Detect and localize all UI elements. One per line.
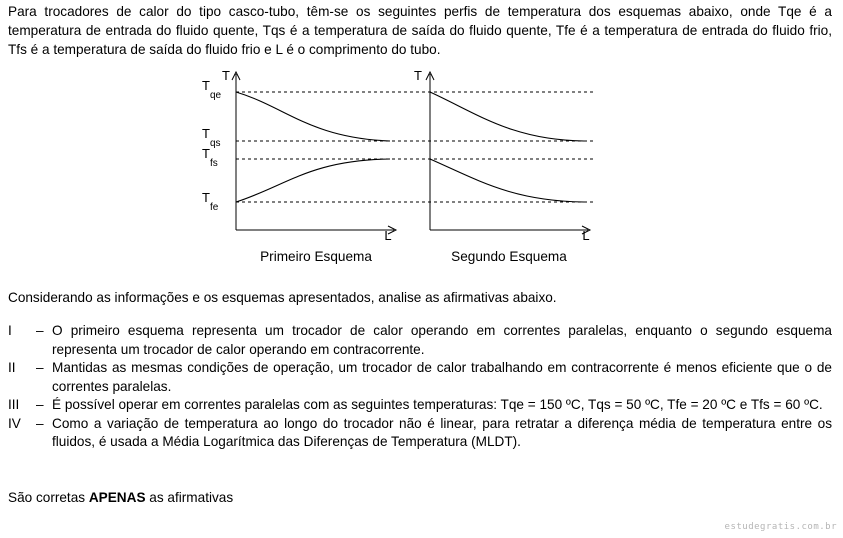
question-intro: Para trocadores de calor do tipo casco-tubo, têm-se os seguintes perfis de temperatura dos esquemas abaixo, onde Tqe é a temperatura de entrada do fluido quente, Tqs é a temperatura de saída do fluido quente, Tfe é a temperatura de entrada do fluido frio, Tfs é a temperatura de saída do fluido frio e L é o comprimento do tubo. bbox=[8, 4, 832, 57]
second-cold-curve bbox=[430, 159, 584, 202]
tfe-label bbox=[202, 190, 219, 213]
svg-text:qe: qe bbox=[210, 90, 222, 101]
t-axis-label-1: T bbox=[222, 68, 230, 83]
second-hot-curve bbox=[430, 92, 584, 141]
svg-text:T: T bbox=[202, 78, 210, 93]
svg-text:qs: qs bbox=[210, 138, 221, 149]
reference-lines bbox=[236, 92, 593, 202]
svg-text:T: T bbox=[202, 190, 210, 205]
first-hot-curve bbox=[236, 92, 390, 141]
statement-i: I – O primeiro esquema representa um trocador de calor operando em correntes paralelas, enquanto o segundo esquema representa um trocador de calor operando em contracorrente. bbox=[8, 323, 832, 357]
tqe-label bbox=[202, 78, 222, 101]
l-axis-label-1: L bbox=[384, 228, 392, 243]
statement-ii: II – Mantidas as mesmas condições de operação, um trocador de calor trabalhando em contracorrente é menos eficiente que o de correntes paralelas. bbox=[8, 360, 832, 394]
t-axis-label-2: T bbox=[414, 68, 422, 83]
first-cold-curve bbox=[236, 159, 390, 202]
svg-text:fs: fs bbox=[210, 158, 218, 169]
temperature-profile-figure bbox=[190, 62, 610, 272]
statement-iii: III – É possível operar em correntes paralelas com as seguintes temperaturas: Tqe = 150 ºC, Tqs = 50 ºC, Tfe = 20 ºC e Tfs = 60 ºC. bbox=[8, 397, 823, 412]
svg-text:fe: fe bbox=[210, 202, 219, 213]
caption-first-scheme: Primeiro Esquema bbox=[260, 249, 372, 264]
l-axis-label-2: L bbox=[582, 228, 590, 243]
statement-iv: IV – Como a variação de temperatura ao longo do trocador não é linear, para retratar a diferença média de temperatura entre os fluidos, é usada a Média Logarítmica das Diferenças de Temperatura (MLDT). bbox=[8, 415, 832, 449]
svg-text:T: T bbox=[202, 146, 210, 161]
site-watermark: estudegratis.com.br bbox=[724, 522, 837, 532]
answer-emphasis: APENAS bbox=[88, 490, 146, 505]
tfs-label bbox=[202, 146, 218, 169]
second-scheme-axes bbox=[426, 72, 590, 234]
answer-prompt: São corretas APENAS as afirmativas bbox=[8, 490, 234, 505]
statement-list bbox=[8, 322, 832, 452]
caption-second-scheme: Segundo Esquema bbox=[451, 249, 567, 264]
first-scheme-axes bbox=[232, 72, 396, 234]
svg-text:T: T bbox=[202, 126, 210, 141]
instruction-text: Considerando as informações e os esquemas apresentados, analise as afirmativas abaixo. bbox=[8, 290, 557, 305]
